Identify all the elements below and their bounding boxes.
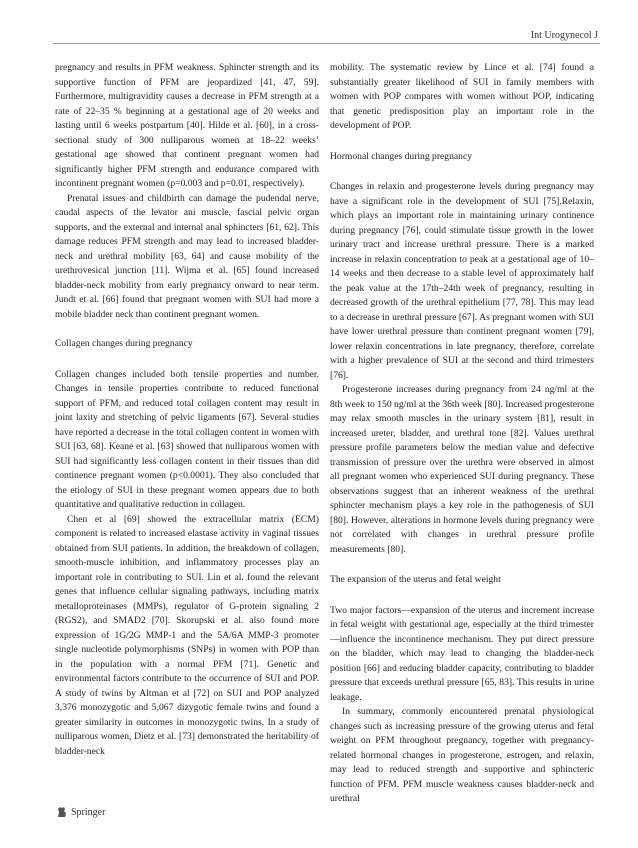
header-rule [53, 43, 600, 44]
paragraph: Progesterone increases during pregnancy from 24 ng/ml at the 8th week to 150 ng/ml at the 36th week [80]. Increased progesterone may relax smooth muscles in the urinary system [81], result in increased ureter, bladder, and urethral tone [82]. Values urethral pressure profile parameters below the median value and defective transmission of pressure over the urethra were observed in almost all pregnant women who experienced SUI during pregnancy. These observations suggest that an inherent weakness of the urethral sphincter mechanism plays a key role in the pathogenesis of SUI [80]. However, alterations in hormone levels during pregnancy were not correlated with changes in urethral pressure profile measurements [80]. [330, 384, 594, 555]
paragraph: Changes in relaxin and progesterone levels during pregnancy may have a significant role in the development of SUI [75].Relaxin, which plays an important role in maintaining urinary continence during pregnancy [76], could stimulate tissue growth in the lower urinary tract and increase urethral pressure. There is a marked increase in relaxin concentration to peak at a gestational age of 10–14 weeks and then decrease to a stable level of approximately half the peak value at the 17th–24th week of pregnancy, resulting in decreased growth of the urethral epithelium [77, 78]. This may lead to a decrease in urethral pressure [67]. As pregnant women with SUI have lower urethral pressure than continent pregnant women [79], lower relaxin concentrations in late pregnancy, therefore, correlate with a higher prevalence of SUI at the second and third trimesters [76]. [330, 181, 594, 381]
footer [56, 806, 105, 818]
section-heading: The expansion of the uterus and fetal weight [330, 574, 501, 585]
paragraph: mobility. The systematic review by Lince et al. [74] found a substantially greater likelihood of SUI in family members with women with POP compares with women without POP, indicating that genetic predisposition play an important role in the development of POP. [330, 62, 594, 131]
section-heading: Collagen changes during pregnancy [55, 338, 193, 349]
right-column [330, 61, 594, 807]
paragraph: In summary, commonly encountered prenatal physiological changes such as increasing pressure of the growing uterus and fetal weight on PFM throughout pregnancy, together with pregnancy-related hormonal changes in progesterone, estrogen, and relaxin, may lead to reduced strength and supportive and sphincteric function of PFM. PFM muscle weakness causes bladder-neck and urethral [330, 706, 594, 804]
paragraph: Two major factors—expansion of the uterus and increment increase in fetal weight with gestational age, especially at the third trimester—influence the incontinence mechanism. They put direct pressure on the bladder, which may lead to changing the bladder-neck position [66] and reducing bladder capacity, contributing to bladder pressure that exceeds urethral pressure [65, 83]. This results in urine leakage. [330, 604, 594, 703]
paragraph: pregnancy and results in PFM weakness. Sphincter strength and its supportive function of PFM are jeopardized [41, 47, 59]. Furthermore, multigravidity causes a decrease in PFM strength at a rate of 22–35 % beginning at a gestational age of 20 weeks and lasting until 6 weeks postpartum [40]. Hilde et al. [60], in a cross-sectional study of 300 nulliparous women at 18–22 weeks’ gestational age showed that continent pregnant women had significantly higher PFM strength and endurance compared with incontinent pregnant women (p=0.003 and p=0.01, respectively). [55, 62, 319, 189]
publisher-name: Springer [71, 806, 106, 818]
paragraph: Prenatal issues and childbirth can damage the pudendal nerve, caudal aspects of the levator ani muscle, fascial pelvic organ supports, and the external and internal anal sphincters [61, 62]. This damage reduces PFM strength and may lead to increased bladder-neck and urethral mobility [63, 64] and cause mobility of the urethrovesical junction [11]. Wijma et al. [65] found increased bladder-neck mobility from early pregnancy onward to near term. Jundt et al. [66] found that pregnant women with SUI had more a mobile bladder neck than continent pregnant women. [55, 192, 319, 320]
springer-horse-icon [56, 806, 68, 818]
paragraph: Chen et al [69] showed the extracellular matrix (ECM) component is related to increased elastase activity in vaginal tissues obtained from SUI patients. In addition, the breakdown of collagen, smooth-muscle inhibition, and inflammatory processes play an important role in contributing to SUI. Lin et al. found the relevant genes that influence cellular signaling pathways, including matrix metalloproteinases (MMPs), regulator of G-protein signaling 2 (RGS2), and SMAD2 [70]. Skorupski et al. also found more expression of 1G/2G MMP-1 and the 5A/6A MMP-3 promoter single nucleotide polymorphisms (SNPs) in women with POP than in the population with a normal PFM [71]. Genetic and environmental factors contribute to the occurrence of SUI and POP. A study of twins by Altman et al [72] on SUI and POP analyzed 3,376 monozygotic and 5,067 dizygotic female twins and found a greater similarity in outcomes in monozygotic twins. In a study of nulliparous women, Dietz et al. [73] demonstrated the heritability of bladder-neck [55, 513, 319, 757]
paragraph: Collagen changes included both tensile properties and number. Changes in tensile properties contribute to reduced functional support of PFM, and reduced total collagen content may result in joint laxity and stretching of pelvic ligaments [67]. Several studies have reported a decrease in the total collagen content in women with SUI [63, 68]. Keane et al. [63] showed that nulliparous women with SUI had significantly less collagen content in their tissues than did continence pregnant women (p<0.0001). They also concluded that the etiology of SUI in these pregnant women appears due to both quantitative and qualitative reduction in collagen. [55, 368, 319, 510]
section-heading: Hormonal changes during pregnancy [330, 150, 472, 162]
left-column [55, 61, 319, 759]
journal-name: Int Urogynecol J [530, 30, 598, 41]
